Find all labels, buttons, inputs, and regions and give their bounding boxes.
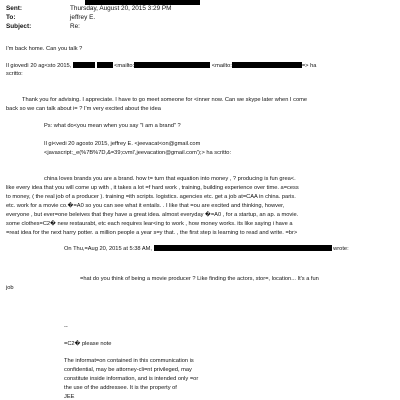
signature-dashes: -- bbox=[64, 324, 68, 330]
producer-line1: =hat do you think of being a movie producer ? Like finding the actors, stor=, location... It's a fun bbox=[80, 276, 319, 282]
to-label: To: bbox=[6, 14, 16, 21]
to-row bbox=[6, 14, 95, 22]
ps-line: Ps: what do<you mean when you say "I am a brand" ? bbox=[44, 123, 181, 129]
greeting: I'm back home. Can you talk ? bbox=[6, 46, 83, 52]
producer-line2: job bbox=[6, 285, 14, 291]
quote1-scritto: scritto: bbox=[6, 71, 23, 77]
sent-row bbox=[6, 5, 172, 13]
redaction-block bbox=[232, 62, 302, 68]
subject-row bbox=[6, 23, 80, 31]
confidential-line1: The informat=on contained in this communication is bbox=[64, 358, 194, 364]
quote1-mailto-2: <mailto: bbox=[211, 63, 232, 69]
subject-label: Subject: bbox=[6, 23, 32, 30]
redaction-block bbox=[73, 62, 95, 68]
quote1-prefix: Il giovedì 20 ag<sto 2015, bbox=[6, 63, 72, 69]
brand-line5: everyone , but ever=one beleives that they have a great idea. almost everyday �=A0 , for a startup, an ap. a movie. bbox=[6, 212, 299, 218]
confidential-line4: the use of the addressee. It is the property of bbox=[64, 385, 177, 391]
quote2-line2: <javascript:_e(%7B%7D,&=39;cvml',jeevacation@gmail.com');> ha scritto: bbox=[44, 150, 232, 156]
please-note: =C2� please note bbox=[64, 341, 112, 347]
redaction-block bbox=[134, 62, 210, 68]
confidential-line3: constitute inside information, and is intended only =or bbox=[64, 376, 199, 382]
to-value: jeffrey E. bbox=[70, 14, 96, 21]
confidential-line5: JEE bbox=[64, 394, 75, 400]
brand-line7: =reat idea for the next harry potter. a million people a year s=y that. , the first step is learning to read and write. =br> bbox=[6, 230, 298, 236]
quote2-line1: Il gi<vedi 20 agosto 2015, jeffrey E. <jeevacat<on@gmail.com bbox=[44, 141, 201, 147]
para1-line2: back so we can talk about i= ? I'm very excited about the idea bbox=[6, 106, 161, 112]
sent-label: Sent: bbox=[6, 5, 22, 12]
brand-line3: to money, ( the real job of a producer ). training =ith scripts. logistics. agencies etc. get a job at=CAA in china. paris. bbox=[6, 194, 296, 200]
para1-line1: Thank you for advising. I appreciate. I have to go meet someone for <inner now. Can we skype later when I come bbox=[22, 97, 308, 103]
subject-value: Re: bbox=[70, 23, 80, 30]
sent-value: Thursday, August 20, 2015 3:29 PM bbox=[70, 5, 172, 12]
brand-line2: like every idea that you will come up with , it takes a lot =f hard work , training, building experience over time. a=cess bbox=[6, 185, 299, 191]
on-thu-wrote: wrote: bbox=[333, 246, 349, 252]
redaction-block bbox=[97, 62, 113, 68]
quote1-header bbox=[6, 62, 316, 70]
quote1-mailto: <mailto: bbox=[114, 63, 135, 69]
on-thu-prefix: On Thu,=Aug 20, 2015 at 5:38 AM, bbox=[64, 246, 152, 252]
redaction-block bbox=[154, 245, 332, 251]
brand-line6: some clothes=C2� new restaurabt, etc each requires lear<ing to work , how money works. its like saying i have a bbox=[6, 221, 293, 227]
quote1-end: => ha bbox=[301, 63, 317, 69]
brand-line4: etc. work for a movie co.�=A0 so you can see what it entails. . I like that =ou are excited and thinking, howver, bbox=[6, 203, 285, 209]
brand-line1: china loves brands you are a brand. how t= turn that equation into money , ? producing is fun grea<. bbox=[44, 176, 296, 182]
confidential-line2: confidential, may be attorney-cli=nt privileged, may bbox=[64, 367, 192, 373]
on-thu-line bbox=[64, 245, 349, 253]
